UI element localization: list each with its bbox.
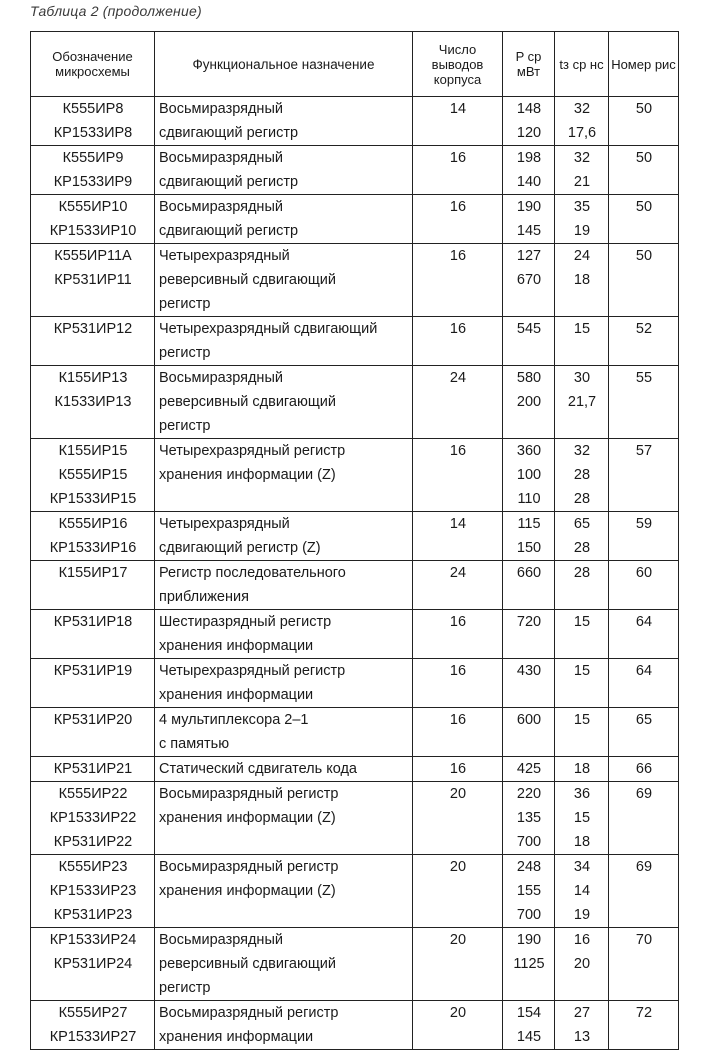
table-row bbox=[31, 585, 679, 610]
cell-designation: КР531ИР18 bbox=[31, 610, 155, 635]
cell-function: хранения информации (Z) bbox=[155, 806, 413, 830]
cell-pins bbox=[413, 879, 503, 903]
cell-function: Восьмиразрядный bbox=[155, 195, 413, 220]
table-row bbox=[31, 659, 679, 684]
cell-power: 425 bbox=[503, 757, 555, 782]
cell-designation bbox=[31, 414, 155, 439]
cell-figure bbox=[609, 219, 679, 244]
header-power: P ср мВт bbox=[503, 32, 555, 97]
cell-pins bbox=[413, 536, 503, 561]
cell-power: 720 bbox=[503, 610, 555, 635]
cell-power: 155 bbox=[503, 879, 555, 903]
cell-pins: 24 bbox=[413, 366, 503, 391]
table-row bbox=[31, 683, 679, 708]
cell-power bbox=[503, 683, 555, 708]
cell-pins: 14 bbox=[413, 512, 503, 537]
cell-delay: 16 bbox=[555, 928, 609, 953]
cell-delay: 36 bbox=[555, 782, 609, 807]
cell-pins bbox=[413, 732, 503, 757]
cell-pins: 20 bbox=[413, 782, 503, 807]
cell-power bbox=[503, 414, 555, 439]
table-row bbox=[31, 463, 679, 487]
cell-designation bbox=[31, 976, 155, 1001]
cell-pins: 20 bbox=[413, 1001, 503, 1026]
table-row bbox=[31, 195, 679, 220]
cell-figure: 52 bbox=[609, 317, 679, 342]
cell-delay: 15 bbox=[555, 806, 609, 830]
table-row bbox=[31, 732, 679, 757]
cell-function: хранения информации bbox=[155, 1025, 413, 1050]
cell-figure bbox=[609, 585, 679, 610]
cell-function: Четырехразрядный bbox=[155, 244, 413, 269]
table-row bbox=[31, 708, 679, 733]
cell-delay: 30 bbox=[555, 366, 609, 391]
cell-delay: 18 bbox=[555, 757, 609, 782]
cell-delay: 27 bbox=[555, 1001, 609, 1026]
table-row bbox=[31, 414, 679, 439]
cell-function: Восьмиразрядный регистр bbox=[155, 855, 413, 880]
cell-delay: 15 bbox=[555, 659, 609, 684]
cell-pins bbox=[413, 341, 503, 366]
cell-designation: КР531ИР11 bbox=[31, 268, 155, 292]
cell-designation: КР531ИР22 bbox=[31, 830, 155, 855]
cell-designation bbox=[31, 292, 155, 317]
table-row bbox=[31, 1001, 679, 1026]
cell-function: хранения информации bbox=[155, 683, 413, 708]
table-body bbox=[31, 97, 679, 1050]
cell-function: с памятью bbox=[155, 732, 413, 757]
cell-pins bbox=[413, 830, 503, 855]
table-row bbox=[31, 292, 679, 317]
cell-delay: 32 bbox=[555, 146, 609, 171]
cell-designation: К555ИР27 bbox=[31, 1001, 155, 1026]
cell-designation: КР531ИР19 bbox=[31, 659, 155, 684]
cell-pins: 16 bbox=[413, 659, 503, 684]
cell-figure: 65 bbox=[609, 708, 679, 733]
cell-delay: 20 bbox=[555, 952, 609, 976]
cell-figure bbox=[609, 976, 679, 1001]
cell-figure: 50 bbox=[609, 146, 679, 171]
cell-designation: КР531ИР12 bbox=[31, 317, 155, 342]
cell-pins bbox=[413, 268, 503, 292]
cell-pins bbox=[413, 585, 503, 610]
cell-function: Восьмиразрядный bbox=[155, 97, 413, 122]
table-row bbox=[31, 757, 679, 782]
cell-function: Восьмиразрядный bbox=[155, 146, 413, 171]
cell-designation: КР531ИР20 bbox=[31, 708, 155, 733]
cell-figure: 70 bbox=[609, 928, 679, 953]
table-row bbox=[31, 366, 679, 391]
cell-pins: 16 bbox=[413, 244, 503, 269]
cell-designation: КР531ИР23 bbox=[31, 903, 155, 928]
table-row bbox=[31, 806, 679, 830]
cell-power: 198 bbox=[503, 146, 555, 171]
cell-pins: 16 bbox=[413, 195, 503, 220]
cell-function: Четырехразрядный регистр bbox=[155, 439, 413, 464]
table-caption: Таблица 2 (продолжение) bbox=[30, 3, 202, 19]
cell-pins bbox=[413, 634, 503, 659]
cell-delay: 19 bbox=[555, 903, 609, 928]
cell-function: Четырехразрядный сдвигающий bbox=[155, 317, 413, 342]
cell-delay: 19 bbox=[555, 219, 609, 244]
cell-figure bbox=[609, 879, 679, 903]
cell-function: сдвигающий регистр bbox=[155, 219, 413, 244]
cell-power: 660 bbox=[503, 561, 555, 586]
cell-designation bbox=[31, 634, 155, 659]
cell-pins bbox=[413, 414, 503, 439]
table-row bbox=[31, 561, 679, 586]
cell-pins: 20 bbox=[413, 855, 503, 880]
cell-function: Восьмиразрядный bbox=[155, 366, 413, 391]
cell-figure: 66 bbox=[609, 757, 679, 782]
cell-delay: 65 bbox=[555, 512, 609, 537]
table-row bbox=[31, 244, 679, 269]
cell-power: 145 bbox=[503, 219, 555, 244]
cell-power: 135 bbox=[503, 806, 555, 830]
cell-designation: КР531ИР21 bbox=[31, 757, 155, 782]
table-row bbox=[31, 390, 679, 414]
cell-figure bbox=[609, 634, 679, 659]
cell-figure bbox=[609, 830, 679, 855]
header-designation: Обозначение микросхемы bbox=[31, 32, 155, 97]
cell-power: 115 bbox=[503, 512, 555, 537]
cell-designation: КР1533ИР16 bbox=[31, 536, 155, 561]
cell-figure bbox=[609, 414, 679, 439]
cell-power: 700 bbox=[503, 903, 555, 928]
cell-designation: К555ИР23 bbox=[31, 855, 155, 880]
cell-function bbox=[155, 487, 413, 512]
cell-designation: К555ИР8 bbox=[31, 97, 155, 122]
cell-function: Восьмиразрядный регистр bbox=[155, 782, 413, 807]
table-row bbox=[31, 830, 679, 855]
cell-power bbox=[503, 341, 555, 366]
cell-function: сдвигающий регистр (Z) bbox=[155, 536, 413, 561]
cell-pins: 24 bbox=[413, 561, 503, 586]
table-row bbox=[31, 976, 679, 1001]
cell-pins bbox=[413, 952, 503, 976]
cell-designation: КР1533ИР15 bbox=[31, 487, 155, 512]
cell-pins: 16 bbox=[413, 439, 503, 464]
cell-delay: 28 bbox=[555, 463, 609, 487]
table-row bbox=[31, 121, 679, 146]
cell-delay: 15 bbox=[555, 610, 609, 635]
cell-function: Восьмиразрядный bbox=[155, 928, 413, 953]
cell-figure bbox=[609, 121, 679, 146]
cell-function bbox=[155, 830, 413, 855]
cell-power: 545 bbox=[503, 317, 555, 342]
cell-function: хранения информации (Z) bbox=[155, 463, 413, 487]
table-row bbox=[31, 634, 679, 659]
cell-pins bbox=[413, 683, 503, 708]
cell-delay bbox=[555, 683, 609, 708]
table-row bbox=[31, 439, 679, 464]
cell-power: 190 bbox=[503, 195, 555, 220]
cell-delay: 28 bbox=[555, 487, 609, 512]
cell-designation: К155ИР13 bbox=[31, 366, 155, 391]
cell-designation bbox=[31, 585, 155, 610]
table-row bbox=[31, 487, 679, 512]
table-row bbox=[31, 97, 679, 122]
cell-designation bbox=[31, 683, 155, 708]
cell-function: реверсивный сдвигающий bbox=[155, 268, 413, 292]
table-row bbox=[31, 536, 679, 561]
cell-function bbox=[155, 903, 413, 928]
table-row bbox=[31, 855, 679, 880]
cell-pins bbox=[413, 903, 503, 928]
cell-power: 670 bbox=[503, 268, 555, 292]
cell-function: Восьмиразрядный регистр bbox=[155, 1001, 413, 1026]
table-row bbox=[31, 1025, 679, 1050]
cell-delay: 18 bbox=[555, 268, 609, 292]
cell-figure bbox=[609, 487, 679, 512]
cell-designation: КР1533ИР8 bbox=[31, 121, 155, 146]
cell-designation: КР1533ИР22 bbox=[31, 806, 155, 830]
cell-power: 430 bbox=[503, 659, 555, 684]
cell-delay: 15 bbox=[555, 317, 609, 342]
cell-designation: КР1533ИР27 bbox=[31, 1025, 155, 1050]
cell-figure: 69 bbox=[609, 855, 679, 880]
cell-designation: К155ИР17 bbox=[31, 561, 155, 586]
cell-power bbox=[503, 585, 555, 610]
header-pins: Число выводов корпуса bbox=[413, 32, 503, 97]
cell-function: Статический сдвигатель кода bbox=[155, 757, 413, 782]
cell-figure bbox=[609, 806, 679, 830]
cell-power bbox=[503, 634, 555, 659]
cell-figure bbox=[609, 390, 679, 414]
cell-delay bbox=[555, 634, 609, 659]
cell-power: 140 bbox=[503, 170, 555, 195]
cell-power: 110 bbox=[503, 487, 555, 512]
table-row bbox=[31, 268, 679, 292]
cell-designation: КР1533ИР24 bbox=[31, 928, 155, 953]
table-row bbox=[31, 952, 679, 976]
cell-designation: КР1533ИР9 bbox=[31, 170, 155, 195]
cell-power bbox=[503, 976, 555, 1001]
cell-delay bbox=[555, 414, 609, 439]
cell-pins: 16 bbox=[413, 757, 503, 782]
cell-figure bbox=[609, 463, 679, 487]
cell-figure bbox=[609, 1025, 679, 1050]
cell-delay: 35 bbox=[555, 195, 609, 220]
cell-delay: 13 bbox=[555, 1025, 609, 1050]
cell-power bbox=[503, 732, 555, 757]
cell-pins bbox=[413, 463, 503, 487]
table-row bbox=[31, 903, 679, 928]
cell-function: сдвигающий регистр bbox=[155, 170, 413, 195]
cell-power: 127 bbox=[503, 244, 555, 269]
cell-delay bbox=[555, 292, 609, 317]
cell-figure: 55 bbox=[609, 366, 679, 391]
cell-figure: 57 bbox=[609, 439, 679, 464]
cell-pins bbox=[413, 292, 503, 317]
table-row bbox=[31, 170, 679, 195]
cell-figure: 72 bbox=[609, 1001, 679, 1026]
chip-table bbox=[30, 31, 679, 1050]
cell-pins: 16 bbox=[413, 610, 503, 635]
cell-delay: 14 bbox=[555, 879, 609, 903]
cell-figure bbox=[609, 170, 679, 195]
cell-figure: 59 bbox=[609, 512, 679, 537]
cell-designation bbox=[31, 732, 155, 757]
cell-delay: 32 bbox=[555, 439, 609, 464]
cell-figure bbox=[609, 292, 679, 317]
cell-designation bbox=[31, 341, 155, 366]
cell-function: хранения информации (Z) bbox=[155, 879, 413, 903]
cell-pins bbox=[413, 806, 503, 830]
cell-figure bbox=[609, 341, 679, 366]
cell-power: 154 bbox=[503, 1001, 555, 1026]
cell-power: 248 bbox=[503, 855, 555, 880]
cell-power: 100 bbox=[503, 463, 555, 487]
cell-pins: 16 bbox=[413, 708, 503, 733]
cell-delay: 17,6 bbox=[555, 121, 609, 146]
cell-figure bbox=[609, 536, 679, 561]
cell-pins bbox=[413, 121, 503, 146]
cell-figure: 50 bbox=[609, 244, 679, 269]
cell-delay: 32 bbox=[555, 97, 609, 122]
cell-figure: 64 bbox=[609, 659, 679, 684]
cell-designation: К555ИР9 bbox=[31, 146, 155, 171]
cell-delay: 28 bbox=[555, 536, 609, 561]
cell-designation: К555ИР15 bbox=[31, 463, 155, 487]
cell-power: 700 bbox=[503, 830, 555, 855]
cell-delay bbox=[555, 732, 609, 757]
cell-pins: 16 bbox=[413, 317, 503, 342]
cell-power: 220 bbox=[503, 782, 555, 807]
cell-power: 200 bbox=[503, 390, 555, 414]
cell-designation: К555ИР22 bbox=[31, 782, 155, 807]
cell-delay: 28 bbox=[555, 561, 609, 586]
cell-power: 600 bbox=[503, 708, 555, 733]
cell-function: Четырехразрядный регистр bbox=[155, 659, 413, 684]
cell-designation: К555ИР11А bbox=[31, 244, 155, 269]
cell-pins bbox=[413, 219, 503, 244]
cell-pins bbox=[413, 1025, 503, 1050]
cell-function: сдвигающий регистр bbox=[155, 121, 413, 146]
cell-power: 1125 bbox=[503, 952, 555, 976]
cell-designation: КР1533ИР10 bbox=[31, 219, 155, 244]
table-row bbox=[31, 341, 679, 366]
cell-figure: 50 bbox=[609, 97, 679, 122]
cell-delay: 21 bbox=[555, 170, 609, 195]
cell-power: 190 bbox=[503, 928, 555, 953]
cell-pins: 14 bbox=[413, 97, 503, 122]
cell-function: регистр bbox=[155, 976, 413, 1001]
header-delay: tз ср нс bbox=[555, 32, 609, 97]
cell-power: 120 bbox=[503, 121, 555, 146]
table-row bbox=[31, 782, 679, 807]
table-row bbox=[31, 317, 679, 342]
cell-function: регистр bbox=[155, 292, 413, 317]
cell-power: 148 bbox=[503, 97, 555, 122]
cell-function: Четырехразрядный bbox=[155, 512, 413, 537]
cell-function: реверсивный сдвигающий bbox=[155, 952, 413, 976]
cell-figure: 69 bbox=[609, 782, 679, 807]
cell-power: 360 bbox=[503, 439, 555, 464]
cell-figure bbox=[609, 903, 679, 928]
cell-pins: 16 bbox=[413, 146, 503, 171]
cell-pins bbox=[413, 390, 503, 414]
cell-pins bbox=[413, 170, 503, 195]
cell-delay: 21,7 bbox=[555, 390, 609, 414]
header-row bbox=[31, 32, 679, 97]
cell-designation: КР1533ИР23 bbox=[31, 879, 155, 903]
cell-delay bbox=[555, 585, 609, 610]
cell-pins: 20 bbox=[413, 928, 503, 953]
cell-designation: К555ИР16 bbox=[31, 512, 155, 537]
table-row bbox=[31, 610, 679, 635]
cell-figure bbox=[609, 268, 679, 292]
cell-function: приближения bbox=[155, 585, 413, 610]
cell-power: 145 bbox=[503, 1025, 555, 1050]
table-row bbox=[31, 928, 679, 953]
cell-delay: 15 bbox=[555, 708, 609, 733]
cell-delay bbox=[555, 976, 609, 1001]
cell-designation: КР531ИР24 bbox=[31, 952, 155, 976]
cell-figure bbox=[609, 732, 679, 757]
cell-function: регистр bbox=[155, 341, 413, 366]
cell-function: реверсивный сдвигающий bbox=[155, 390, 413, 414]
table-row bbox=[31, 146, 679, 171]
cell-power: 580 bbox=[503, 366, 555, 391]
cell-function: регистр bbox=[155, 414, 413, 439]
cell-designation: К555ИР10 bbox=[31, 195, 155, 220]
table-row bbox=[31, 879, 679, 903]
cell-pins bbox=[413, 487, 503, 512]
cell-delay: 24 bbox=[555, 244, 609, 269]
cell-designation: К155ИР15 bbox=[31, 439, 155, 464]
cell-figure: 64 bbox=[609, 610, 679, 635]
cell-power: 150 bbox=[503, 536, 555, 561]
cell-designation: К1533ИР13 bbox=[31, 390, 155, 414]
cell-function: 4 мультиплексора 2–1 bbox=[155, 708, 413, 733]
cell-delay bbox=[555, 341, 609, 366]
cell-pins bbox=[413, 976, 503, 1001]
cell-figure: 60 bbox=[609, 561, 679, 586]
cell-delay: 34 bbox=[555, 855, 609, 880]
cell-power bbox=[503, 292, 555, 317]
header-function: Функциональное назначение bbox=[155, 32, 413, 97]
cell-function: хранения информации bbox=[155, 634, 413, 659]
header-figure: Номер рис bbox=[609, 32, 679, 97]
cell-function: Шестиразрядный регистр bbox=[155, 610, 413, 635]
cell-function: Регистр последовательного bbox=[155, 561, 413, 586]
table-row bbox=[31, 512, 679, 537]
cell-figure: 50 bbox=[609, 195, 679, 220]
cell-delay: 18 bbox=[555, 830, 609, 855]
cell-figure bbox=[609, 952, 679, 976]
cell-figure bbox=[609, 683, 679, 708]
table-row bbox=[31, 219, 679, 244]
